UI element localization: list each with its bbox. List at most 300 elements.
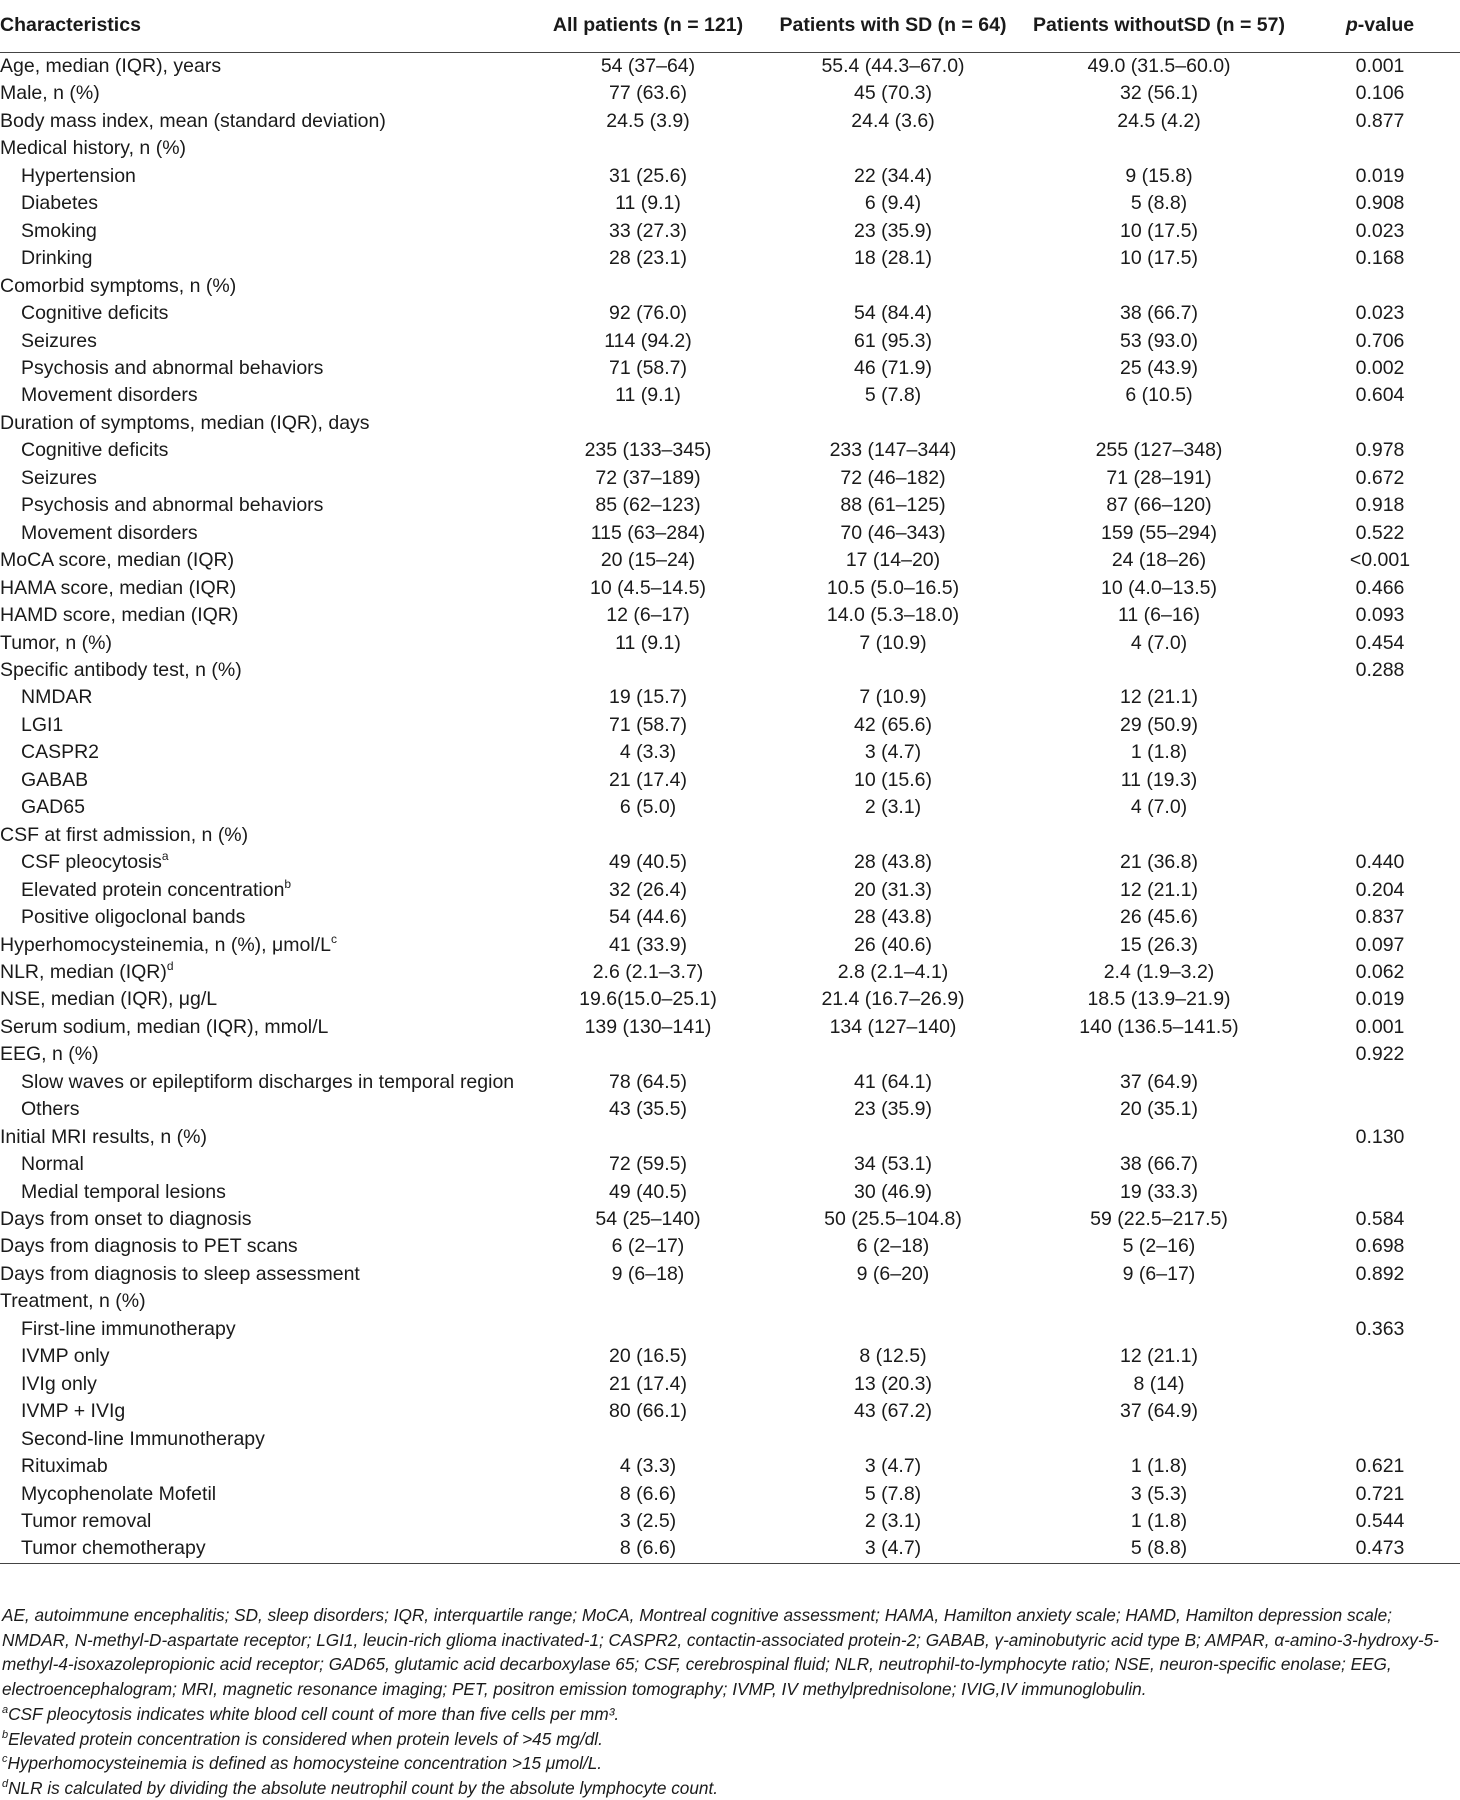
cell-p-value <box>1300 1069 1460 1096</box>
row-label-text: Normal <box>21 1153 84 1175</box>
row-label-text: IVMP only <box>21 1345 110 1367</box>
table-row <box>0 767 1460 794</box>
cell-patients-with-sd: 54 (84.4) <box>768 300 1018 327</box>
cell-p-value <box>1300 712 1460 739</box>
row-label <box>0 492 528 519</box>
table-row <box>0 382 1460 409</box>
table-row <box>0 630 1460 657</box>
cell-patients-without-sd: 26 (45.6) <box>1018 904 1300 931</box>
row-label-text: Days from onset to diagnosis <box>0 1208 251 1230</box>
row-label-text: CSF pleocytosis <box>21 851 162 873</box>
cell-patients-without-sd: 11 (6–16) <box>1018 602 1300 629</box>
cell-patients-without-sd: 15 (26.3) <box>1018 932 1300 959</box>
cell-all-patients: 6 (5.0) <box>528 794 768 821</box>
cell-p-value: 0.473 <box>1300 1535 1460 1563</box>
table-row <box>0 520 1460 547</box>
table-row <box>0 1535 1460 1563</box>
cell-patients-with-sd: 6 (2–18) <box>768 1233 1018 1260</box>
cell-p-value <box>1300 739 1460 766</box>
table-row <box>0 575 1460 602</box>
row-label-text: Duration of symptoms, median (IQR), days <box>0 412 370 434</box>
header-p-suffix: -value <box>1358 14 1414 36</box>
abbreviations-note: AE, autoimmune encephalitis; SD, sleep disorders; IQR, interquartile range; MoCA, Montreal cognitive assessment; HAMA, Hamilton anxiety scale; HAMD, Hamilton depression scale; NMDAR, N-methyl-D-aspartate receptor; LGI1, leucin-rich glioma inactivated-1; CASPR2, contactin-associated protein-2; GABAB, γ-aminobutyric acid type B; AMPAR, α-amino-3-hydroxy-5-methyl-4-isoxazolepropionic acid receptor; GAD65, glutamic acid decarboxylase 65; CSF, cerebrospinal fluid; NLR, neutrophil-to-lymphocyte ratio; NSE, neuron-specific enolase; EEG, electroencephalogram; MRI, magnetic resonance imaging; PET, positron emission tomography; IVMP, IV methylprednisolone; IVIG,IV immunoglobulin. <box>2 1603 1457 1701</box>
cell-patients-with-sd: 10.5 (5.0–16.5) <box>768 575 1018 602</box>
row-label <box>0 1096 528 1123</box>
cell-all-patients: 54 (25–140) <box>528 1206 768 1233</box>
cell-all-patients: 49 (40.5) <box>528 849 768 876</box>
cell-all-patients: 12 (6–17) <box>528 602 768 629</box>
row-label-text: Rituximab <box>21 1455 108 1477</box>
row-label-text: Diabetes <box>21 192 98 214</box>
row-label-text: Initial MRI results, n (%) <box>0 1126 207 1148</box>
row-label-text: MoCA score, median (IQR) <box>0 549 234 571</box>
cell-p-value: 0.440 <box>1300 849 1460 876</box>
cell-patients-with-sd <box>768 1426 1018 1453</box>
row-label <box>0 1316 528 1343</box>
cell-all-patients: 78 (64.5) <box>528 1069 768 1096</box>
footnote-mark: a <box>2 1704 8 1716</box>
cell-patients-without-sd: 5 (2–16) <box>1018 1233 1300 1260</box>
row-label <box>0 245 528 272</box>
cell-patients-with-sd: 6 (9.4) <box>768 190 1018 217</box>
cell-p-value: 0.621 <box>1300 1453 1460 1480</box>
table-row <box>0 1426 1460 1453</box>
cell-patients-with-sd: 17 (14–20) <box>768 547 1018 574</box>
table-body <box>0 53 1460 1564</box>
row-label <box>0 135 528 162</box>
row-label-text: EEG, n (%) <box>0 1043 99 1065</box>
row-label <box>0 657 528 684</box>
cell-all-patients: 49 (40.5) <box>528 1179 768 1206</box>
cell-all-patients <box>528 822 768 849</box>
table-row <box>0 190 1460 217</box>
table-row <box>0 657 1460 684</box>
row-label <box>0 163 528 190</box>
cell-patients-without-sd: 38 (66.7) <box>1018 300 1300 327</box>
table-row <box>0 53 1460 81</box>
table-row <box>0 245 1460 272</box>
cell-p-value <box>1300 1151 1460 1178</box>
row-label <box>0 767 528 794</box>
footnote-marker: b <box>284 877 291 891</box>
row-label-text: Slow waves or epileptiform discharges in temporal region <box>21 1071 514 1093</box>
footnote-list <box>2 1702 1457 1800</box>
cell-patients-with-sd: 3 (4.7) <box>768 1453 1018 1480</box>
table-row <box>0 1233 1460 1260</box>
cell-patients-with-sd: 3 (4.7) <box>768 1535 1018 1563</box>
cell-all-patients: 11 (9.1) <box>528 382 768 409</box>
cell-p-value: 0.544 <box>1300 1508 1460 1535</box>
cell-patients-without-sd: 1 (1.8) <box>1018 1508 1300 1535</box>
cell-patients-without-sd: 37 (64.9) <box>1018 1069 1300 1096</box>
row-label-text: Medical history, n (%) <box>0 137 186 159</box>
cell-all-patients: 54 (37–64) <box>528 53 768 81</box>
row-label-text: Second-line Immunotherapy <box>21 1428 265 1450</box>
row-label-text: HAMD score, median (IQR) <box>0 604 238 626</box>
cell-all-patients: 71 (58.7) <box>528 355 768 382</box>
cell-patients-with-sd: 2 (3.1) <box>768 1508 1018 1535</box>
cell-patients-with-sd <box>768 135 1018 162</box>
cell-patients-without-sd: 21 (36.8) <box>1018 849 1300 876</box>
cell-patients-without-sd: 18.5 (13.9–21.9) <box>1018 986 1300 1013</box>
footnote <box>2 1751 1457 1776</box>
cell-p-value: 0.002 <box>1300 355 1460 382</box>
cell-patients-with-sd <box>768 1288 1018 1315</box>
row-label <box>0 739 528 766</box>
cell-patients-with-sd: 9 (6–20) <box>768 1261 1018 1288</box>
row-label <box>0 1453 528 1480</box>
row-label <box>0 218 528 245</box>
cell-p-value: 0.918 <box>1300 492 1460 519</box>
cell-p-value: 0.466 <box>1300 575 1460 602</box>
cell-all-patients: 114 (94.2) <box>528 328 768 355</box>
cell-patients-without-sd: 1 (1.8) <box>1018 739 1300 766</box>
row-label-text: Tumor, n (%) <box>0 632 112 654</box>
row-label <box>0 904 528 931</box>
table-row <box>0 1508 1460 1535</box>
table-row <box>0 80 1460 107</box>
cell-patients-without-sd: 8 (14) <box>1018 1371 1300 1398</box>
cell-p-value <box>1300 794 1460 821</box>
cell-p-value: 0.837 <box>1300 904 1460 931</box>
cell-all-patients: 8 (6.6) <box>528 1535 768 1563</box>
cell-patients-without-sd: 140 (136.5–141.5) <box>1018 1014 1300 1041</box>
row-label <box>0 1014 528 1041</box>
cell-patients-with-sd: 2 (3.1) <box>768 794 1018 821</box>
row-label-text: Serum sodium, median (IQR), mmol/L <box>0 1016 328 1038</box>
footnote-marker: d <box>167 959 174 973</box>
row-label <box>0 849 528 876</box>
cell-patients-with-sd: 20 (31.3) <box>768 877 1018 904</box>
cell-all-patients: 139 (130–141) <box>528 1014 768 1041</box>
row-label <box>0 1398 528 1425</box>
footnote-marker: a <box>162 849 169 863</box>
cell-p-value: 0.604 <box>1300 382 1460 409</box>
cell-p-value: 0.168 <box>1300 245 1460 272</box>
cell-patients-without-sd <box>1018 822 1300 849</box>
cell-all-patients: 19 (15.7) <box>528 684 768 711</box>
row-label-text: Seizures <box>21 330 97 352</box>
cell-patients-with-sd: 13 (20.3) <box>768 1371 1018 1398</box>
row-label <box>0 822 528 849</box>
cell-all-patients: 28 (23.1) <box>528 245 768 272</box>
table-row <box>0 1316 1460 1343</box>
cell-p-value: 0.922 <box>1300 1041 1460 1068</box>
cell-patients-without-sd: 1 (1.8) <box>1018 1453 1300 1480</box>
row-label-text: Movement disorders <box>21 384 198 406</box>
cell-p-value: 0.204 <box>1300 877 1460 904</box>
table-row <box>0 877 1460 904</box>
row-label-text: Elevated protein concentration <box>21 879 284 901</box>
row-label-text: Treatment, n (%) <box>0 1290 146 1312</box>
header-patients-with-sd: Patients with SD (n = 64) <box>768 0 1018 53</box>
row-label <box>0 382 528 409</box>
cell-patients-with-sd: 21.4 (16.7–26.9) <box>768 986 1018 1013</box>
cell-p-value <box>1300 1371 1460 1398</box>
cell-patients-without-sd: 10 (4.0–13.5) <box>1018 575 1300 602</box>
cell-patients-with-sd: 41 (64.1) <box>768 1069 1018 1096</box>
cell-p-value: 0.978 <box>1300 437 1460 464</box>
cell-all-patients <box>528 1041 768 1068</box>
footnote <box>2 1727 1457 1752</box>
cell-p-value: 0.522 <box>1300 520 1460 547</box>
row-label <box>0 273 528 300</box>
row-label <box>0 794 528 821</box>
cell-patients-with-sd: 22 (34.4) <box>768 163 1018 190</box>
row-label <box>0 108 528 135</box>
cell-patients-with-sd: 61 (95.3) <box>768 328 1018 355</box>
cell-patients-with-sd: 23 (35.9) <box>768 218 1018 245</box>
row-label-text: Tumor removal <box>21 1510 151 1532</box>
cell-p-value: 0.454 <box>1300 630 1460 657</box>
cell-patients-without-sd: 12 (21.1) <box>1018 877 1300 904</box>
cell-p-value: 0.672 <box>1300 465 1460 492</box>
table-row <box>0 163 1460 190</box>
cell-all-patients <box>528 1316 768 1343</box>
row-label <box>0 1151 528 1178</box>
cell-patients-without-sd <box>1018 657 1300 684</box>
row-label <box>0 602 528 629</box>
cell-all-patients: 21 (17.4) <box>528 1371 768 1398</box>
row-label-text: HAMA score, median (IQR) <box>0 577 236 599</box>
cell-all-patients: 92 (76.0) <box>528 300 768 327</box>
cell-patients-without-sd: 159 (55–294) <box>1018 520 1300 547</box>
cell-all-patients <box>528 1426 768 1453</box>
cell-p-value: 0.001 <box>1300 53 1460 81</box>
cell-patients-with-sd: 14.0 (5.3–18.0) <box>768 602 1018 629</box>
cell-patients-without-sd: 4 (7.0) <box>1018 630 1300 657</box>
table-row <box>0 1398 1460 1425</box>
table-row <box>0 712 1460 739</box>
footnote-text: NLR is calculated by dividing the absolute neutrophil count by the absolute lymphocyte count. <box>8 1778 718 1798</box>
cell-p-value: <0.001 <box>1300 547 1460 574</box>
cell-all-patients: 20 (16.5) <box>528 1343 768 1370</box>
row-label <box>0 53 528 81</box>
cell-all-patients: 11 (9.1) <box>528 630 768 657</box>
row-label <box>0 959 528 986</box>
cell-all-patients: 85 (62–123) <box>528 492 768 519</box>
row-label-text: IVIg only <box>21 1373 97 1395</box>
cell-p-value <box>1300 1288 1460 1315</box>
table-row <box>0 739 1460 766</box>
cell-patients-with-sd <box>768 1124 1018 1151</box>
row-label <box>0 712 528 739</box>
cell-all-patients: 3 (2.5) <box>528 1508 768 1535</box>
table-row <box>0 1288 1460 1315</box>
row-label-text: Seizures <box>21 467 97 489</box>
table-row <box>0 849 1460 876</box>
row-label <box>0 1041 528 1068</box>
cell-patients-with-sd <box>768 822 1018 849</box>
row-label-text: IVMP + IVIg <box>21 1400 125 1422</box>
row-label <box>0 877 528 904</box>
cell-patients-with-sd: 7 (10.9) <box>768 684 1018 711</box>
footnote <box>2 1702 1457 1727</box>
cell-all-patients: 72 (59.5) <box>528 1151 768 1178</box>
cell-patients-with-sd <box>768 273 1018 300</box>
cell-all-patients: 80 (66.1) <box>528 1398 768 1425</box>
row-label <box>0 1508 528 1535</box>
cell-p-value: 0.584 <box>1300 1206 1460 1233</box>
cell-patients-without-sd: 49.0 (31.5–60.0) <box>1018 53 1300 81</box>
cell-patients-with-sd: 88 (61–125) <box>768 492 1018 519</box>
cell-p-value: 0.001 <box>1300 1014 1460 1041</box>
row-label <box>0 190 528 217</box>
footnote <box>2 1776 1457 1800</box>
table-row <box>0 437 1460 464</box>
cell-p-value <box>1300 822 1460 849</box>
footnote-text: Hyperhomocysteinemia is defined as homocysteine concentration >15 μmol/L. <box>8 1753 603 1773</box>
footnote-marker: c <box>331 932 337 946</box>
footnote-mark: d <box>2 1778 8 1790</box>
cell-p-value <box>1300 1398 1460 1425</box>
row-label <box>0 1206 528 1233</box>
cell-all-patients: 4 (3.3) <box>528 739 768 766</box>
row-label-text: Comorbid symptoms, n (%) <box>0 275 236 297</box>
cell-p-value: 0.288 <box>1300 657 1460 684</box>
row-label <box>0 1481 528 1508</box>
cell-p-value: 0.023 <box>1300 300 1460 327</box>
cell-p-value: 0.130 <box>1300 1124 1460 1151</box>
cell-patients-without-sd: 25 (43.9) <box>1018 355 1300 382</box>
footnote-mark: c <box>2 1753 8 1765</box>
row-label-text: Tumor chemotherapy <box>21 1537 206 1559</box>
cell-patients-without-sd: 53 (93.0) <box>1018 328 1300 355</box>
row-label <box>0 1426 528 1453</box>
row-label-text: Body mass index, mean (standard deviation) <box>0 110 386 132</box>
row-label <box>0 575 528 602</box>
row-label <box>0 1124 528 1151</box>
cell-p-value <box>1300 767 1460 794</box>
row-label-text: Days from diagnosis to PET scans <box>0 1235 298 1257</box>
cell-patients-without-sd <box>1018 1124 1300 1151</box>
table-row <box>0 794 1460 821</box>
cell-patients-without-sd: 4 (7.0) <box>1018 794 1300 821</box>
cell-all-patients: 21 (17.4) <box>528 767 768 794</box>
table-row <box>0 904 1460 931</box>
cell-patients-without-sd <box>1018 1316 1300 1343</box>
footnote-text: Elevated protein concentration is considered when protein levels of >45 mg/dl. <box>8 1729 603 1749</box>
cell-patients-without-sd: 19 (33.3) <box>1018 1179 1300 1206</box>
cell-patients-without-sd: 2.4 (1.9–3.2) <box>1018 959 1300 986</box>
cell-patients-with-sd: 30 (46.9) <box>768 1179 1018 1206</box>
cell-all-patients: 54 (44.6) <box>528 904 768 931</box>
cell-patients-without-sd: 12 (21.1) <box>1018 1343 1300 1370</box>
row-label <box>0 300 528 327</box>
table-row <box>0 1481 1460 1508</box>
row-label <box>0 437 528 464</box>
cell-patients-with-sd <box>768 1316 1018 1343</box>
row-label <box>0 355 528 382</box>
cell-all-patients: 10 (4.5–14.5) <box>528 575 768 602</box>
cell-patients-without-sd: 9 (15.8) <box>1018 163 1300 190</box>
cell-p-value <box>1300 1179 1460 1206</box>
cell-patients-with-sd: 46 (71.9) <box>768 355 1018 382</box>
row-label <box>0 80 528 107</box>
cell-p-value: 0.698 <box>1300 1233 1460 1260</box>
cell-all-patients: 43 (35.5) <box>528 1096 768 1123</box>
cell-all-patients <box>528 1124 768 1151</box>
footnote-text: CSF pleocytosis indicates white blood cell count of more than five cells per mm³. <box>8 1704 619 1724</box>
row-label-text: Movement disorders <box>21 522 198 544</box>
cell-patients-with-sd: 43 (67.2) <box>768 1398 1018 1425</box>
cell-p-value: 0.062 <box>1300 959 1460 986</box>
cell-all-patients: 4 (3.3) <box>528 1453 768 1480</box>
row-label-text: Hyperhomocysteinemia, n (%), μmol/L <box>0 934 331 956</box>
table-row <box>0 1371 1460 1398</box>
cell-patients-without-sd <box>1018 135 1300 162</box>
row-label-text: Male, n (%) <box>0 82 100 104</box>
cell-patients-without-sd: 87 (66–120) <box>1018 492 1300 519</box>
cell-all-patients <box>528 1288 768 1315</box>
footnote-mark: b <box>2 1729 8 1741</box>
table-row <box>0 218 1460 245</box>
table-row <box>0 1261 1460 1288</box>
table-row <box>0 547 1460 574</box>
cell-patients-without-sd <box>1018 1288 1300 1315</box>
table-row <box>0 959 1460 986</box>
cell-patients-without-sd: 12 (21.1) <box>1018 684 1300 711</box>
header-all-patients: All patients (n = 121) <box>528 0 768 53</box>
table-row <box>0 1014 1460 1041</box>
cell-p-value <box>1300 1343 1460 1370</box>
cell-patients-with-sd: 72 (46–182) <box>768 465 1018 492</box>
cell-patients-with-sd: 34 (53.1) <box>768 1151 1018 1178</box>
row-label-text: GABAB <box>21 769 88 791</box>
cell-patients-without-sd: 3 (5.3) <box>1018 1481 1300 1508</box>
cell-patients-with-sd: 26 (40.6) <box>768 932 1018 959</box>
cell-p-value: 0.721 <box>1300 1481 1460 1508</box>
row-label <box>0 986 528 1013</box>
cell-patients-without-sd: 9 (6–17) <box>1018 1261 1300 1288</box>
row-label <box>0 1069 528 1096</box>
cell-patients-with-sd: 5 (7.8) <box>768 382 1018 409</box>
row-label-text: NLR, median (IQR) <box>0 961 167 983</box>
row-label-text: Drinking <box>21 247 93 269</box>
row-label-text: Cognitive deficits <box>21 302 168 324</box>
cell-all-patients: 9 (6–18) <box>528 1261 768 1288</box>
row-label-text: Age, median (IQR), years <box>0 55 221 77</box>
cell-patients-with-sd: 18 (28.1) <box>768 245 1018 272</box>
table-row <box>0 1096 1460 1123</box>
cell-patients-without-sd: 24.5 (4.2) <box>1018 108 1300 135</box>
cell-all-patients: 77 (63.6) <box>528 80 768 107</box>
cell-all-patients: 6 (2–17) <box>528 1233 768 1260</box>
cell-all-patients: 11 (9.1) <box>528 190 768 217</box>
row-label-text: Cognitive deficits <box>21 439 168 461</box>
header-p-value <box>1300 0 1460 53</box>
cell-patients-without-sd <box>1018 1041 1300 1068</box>
cell-all-patients <box>528 135 768 162</box>
cell-patients-with-sd: 233 (147–344) <box>768 437 1018 464</box>
cell-all-patients: 20 (15–24) <box>528 547 768 574</box>
row-label <box>0 410 528 437</box>
cell-all-patients: 24.5 (3.9) <box>528 108 768 135</box>
row-label-text: Medial temporal lesions <box>21 1181 226 1203</box>
cell-p-value: 0.097 <box>1300 932 1460 959</box>
row-label <box>0 547 528 574</box>
table-row <box>0 355 1460 382</box>
cell-all-patients: 115 (63–284) <box>528 520 768 547</box>
cell-patients-without-sd: 24 (18–26) <box>1018 547 1300 574</box>
cell-all-patients <box>528 273 768 300</box>
cell-all-patients: 32 (26.4) <box>528 877 768 904</box>
cell-patients-with-sd: 10 (15.6) <box>768 767 1018 794</box>
table-row <box>0 602 1460 629</box>
table-row <box>0 108 1460 135</box>
cell-p-value: 0.908 <box>1300 190 1460 217</box>
cell-patients-without-sd: 32 (56.1) <box>1018 80 1300 107</box>
